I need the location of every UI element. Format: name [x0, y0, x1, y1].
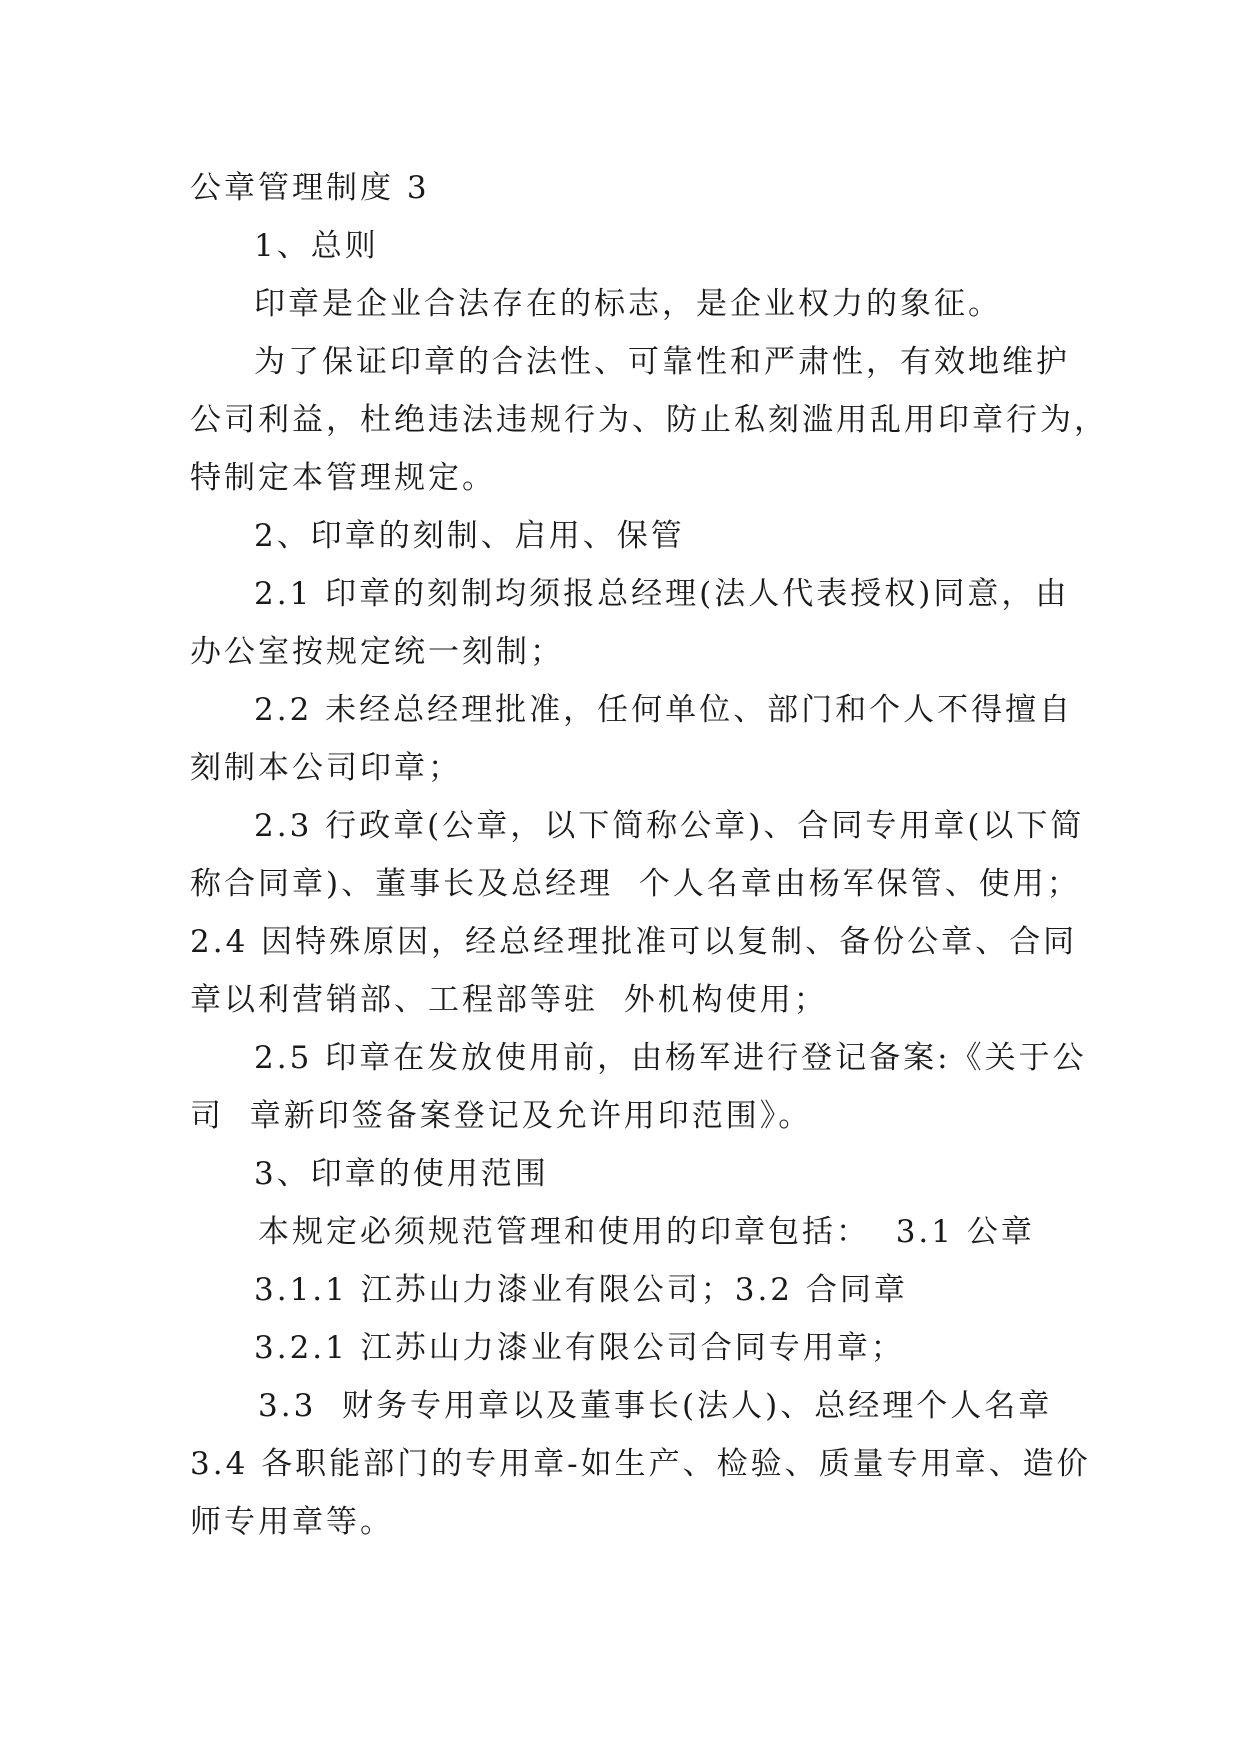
paragraph-line: 称合同章)、董事长及总经理 个人名章由杨军保管、使用；	[190, 866, 1081, 902]
paragraph-line: 办公室按规定统一刻制；	[190, 634, 564, 670]
paragraph-line: 特制定本管理规定。	[190, 460, 496, 496]
paragraph-line: 3.2.1 江苏山力漆业有限公司合同专用章；	[254, 1330, 905, 1366]
paragraph-line: 公司利益，杜绝违法违规行为、防止私刻滥用乱用印章行为，	[190, 402, 1108, 438]
paragraph-line: 本规定必须规范管理和使用的印章包括： 3.1 公章	[258, 1214, 1035, 1250]
paragraph-line: 3.4 各职能部门的专用章-如生产、检验、质量专用章、造价	[190, 1446, 1091, 1482]
paragraph-line: 印章是企业合法存在的标志，是企业权力的象征。	[254, 286, 1002, 322]
paragraph-line: 2.3 行政章(公章，以下简称公章)、合同专用章(以下简	[254, 808, 1085, 844]
document-title: 公章管理制度 3	[190, 170, 430, 206]
paragraph-line: 3.3 财务专用章以及董事长(法人)、总经理个人名章	[258, 1388, 1053, 1424]
paragraph-line: 3.1.1 江苏山力漆业有限公司；3.2 合同章	[254, 1272, 908, 1308]
paragraph-line: 2.2 未经总经理批准，任何单位、部门和个人不得擅自	[254, 692, 1074, 728]
section-heading-seal-making: 2、印章的刻制、启用、保管	[254, 518, 685, 554]
section-heading-general: 1、总则	[254, 228, 379, 264]
paragraph-line: 刻制本公司印章；	[190, 750, 462, 786]
paragraph-line: 2.1 印章的刻制均须报总经理(法人代表授权)同意，由	[254, 576, 1070, 612]
paragraph-line: 2.4 因特殊原因，经总经理批准可以复制、备份公章、合同	[190, 924, 1078, 960]
paragraph-line: 师专用章等。	[190, 1504, 394, 1540]
section-heading-usage-scope: 3、印章的使用范围	[254, 1156, 549, 1192]
paragraph-line: 2.5 印章在发放使用前，由杨军进行登记备案:《关于公	[254, 1040, 1087, 1076]
paragraph-line: 章以利营销部、工程部等驻 外机构使用；	[190, 982, 828, 1018]
paragraph-line: 司 章新印签备案登记及允许用印范围》。	[190, 1098, 813, 1134]
paragraph-line: 为了保证印章的合法性、可靠性和严肃性，有效地维护	[254, 344, 1070, 380]
